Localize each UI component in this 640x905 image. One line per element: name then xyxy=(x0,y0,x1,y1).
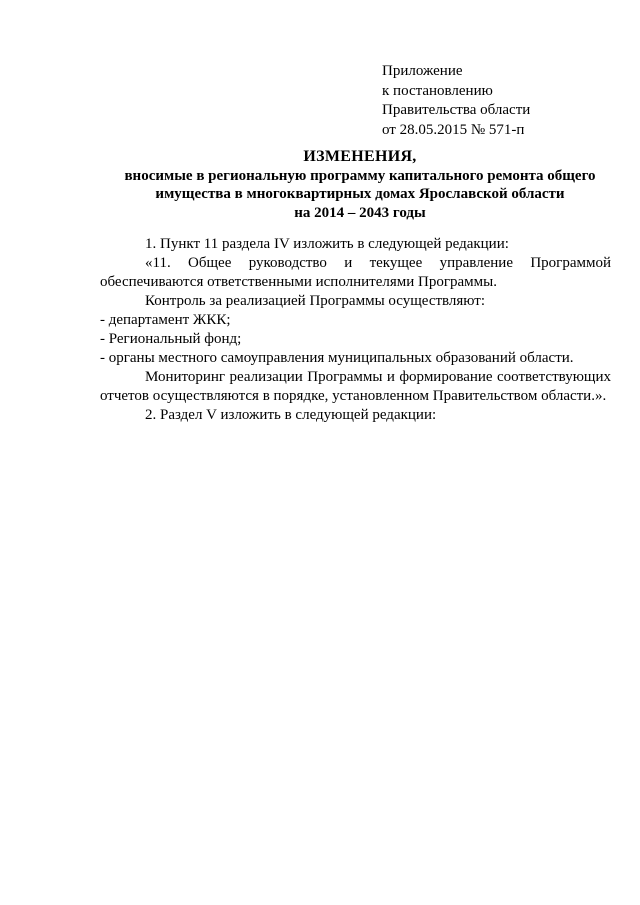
list-item: - Региональный фонд; xyxy=(100,331,242,347)
paragraph: 2. Раздел V изложить в следующей редакции: xyxy=(145,407,437,423)
paragraph: 1. Пункт 11 раздела IV изложить в следующей редакции: xyxy=(145,236,509,252)
paragraph: Мониторинг реализации Программы и формирование соответствующих отчетов осуществляются в порядке, установленном Правительством области.». xyxy=(100,369,611,404)
attachment-line: Приложение xyxy=(382,63,463,79)
document-subtitle-line: имущества в многоквартирных домах Ярославской области xyxy=(155,186,565,202)
document-subtitle-line: на 2014 – 2043 годы xyxy=(294,204,426,221)
document-title: ИЗМЕНЕНИЯ, xyxy=(303,148,417,165)
attachment-block xyxy=(382,62,530,140)
document-subtitle-line: вносимые в региональную программу капитального ремонта общего xyxy=(124,167,596,184)
list-item: - департамент ЖКК; xyxy=(100,312,231,328)
attachment-line: Правительства области xyxy=(382,102,531,118)
attachment-date-number: от 28.05.2015 № 571-п xyxy=(382,121,525,138)
list-item: - органы местного самоуправления муниципальных образований области. xyxy=(100,350,574,366)
paragraph: Контроль за реализацией Программы осуществляют: xyxy=(145,293,486,309)
document-heading xyxy=(100,148,620,222)
attachment-line: к постановлению xyxy=(382,82,493,99)
paragraph: «11. Общее руководство и текущее управление Программой обеспечиваются ответственными исполнителями Программы. xyxy=(100,255,611,290)
document-body xyxy=(100,235,611,425)
